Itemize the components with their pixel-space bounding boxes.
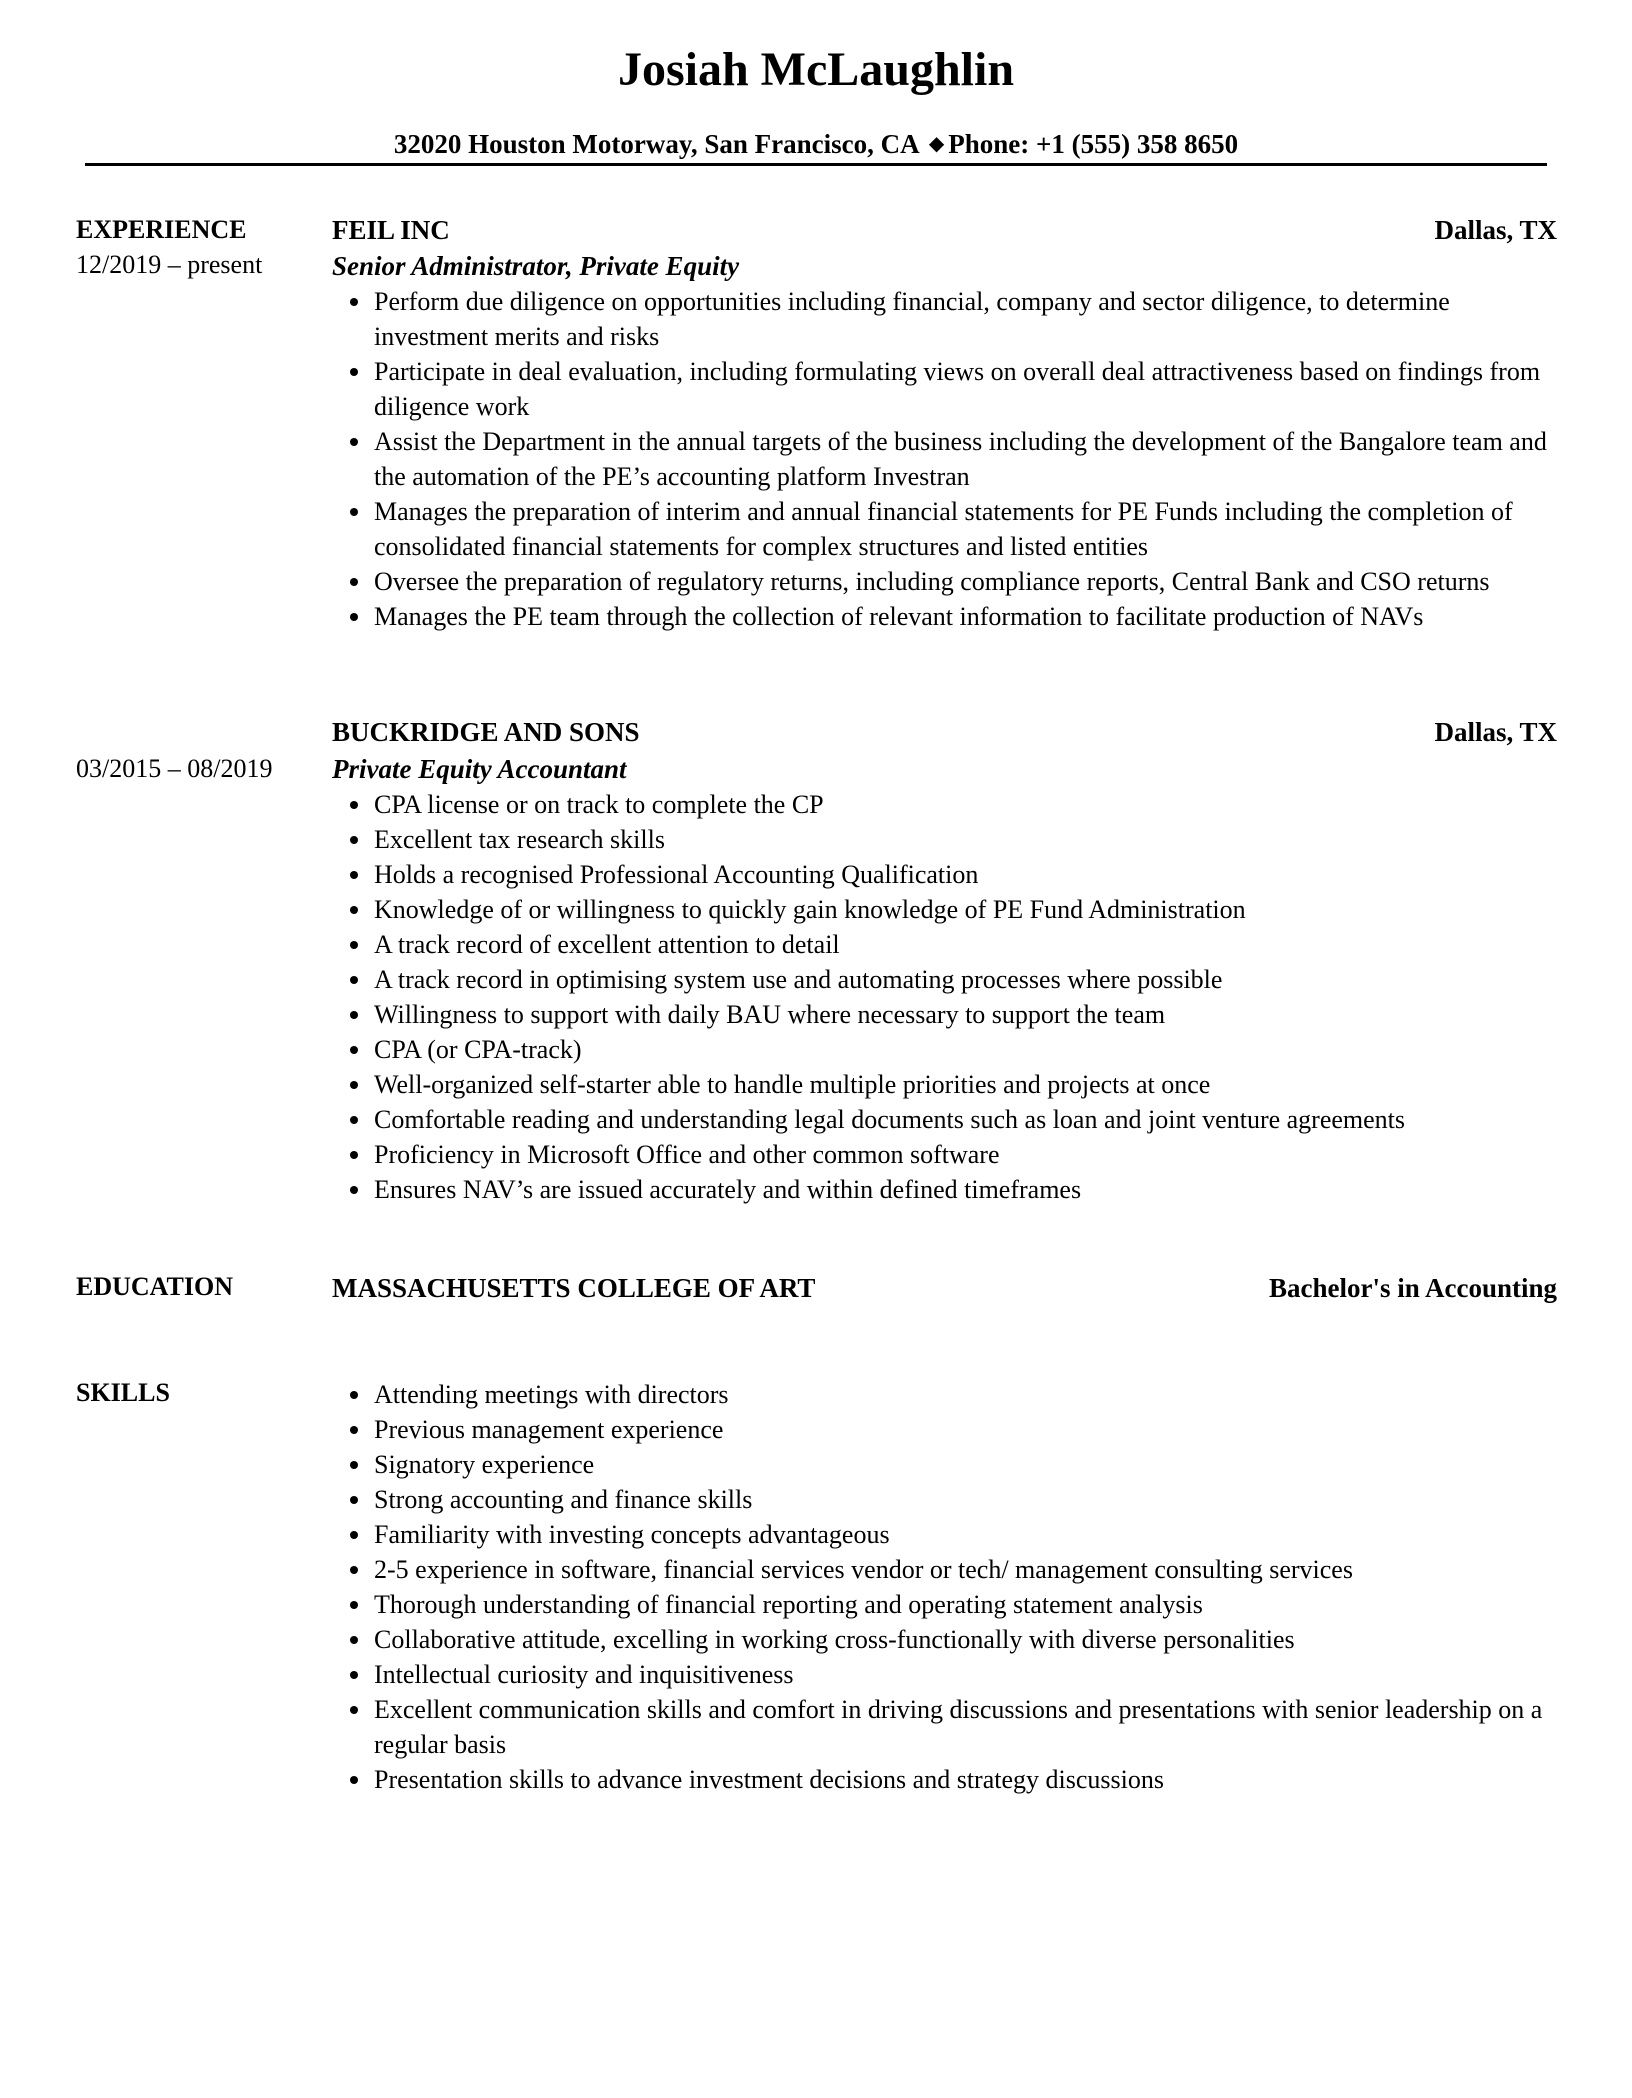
job-bullets <box>332 787 1562 1207</box>
list-item: Assist the Department in the annual targets of the business including the development of the Bangalore team and the automation of the PE’s accounting platform Investran <box>332 424 1562 494</box>
list-item: Previous management experience <box>332 1412 1562 1447</box>
list-item: Willingness to support with daily BAU where necessary to support the team <box>332 997 1562 1032</box>
list-item: Manages the PE team through the collection of relevant information to facilitate production of NAVs <box>332 599 1562 634</box>
education-school: MASSACHUSETTS COLLEGE OF ART <box>332 1273 816 1303</box>
education-degree: Bachelor's in Accounting <box>1268 1273 1557 1303</box>
list-item: CPA (or CPA-track) <box>332 1032 1562 1067</box>
list-item: Perform due diligence on opportunities including financial, company and sector diligence, to determine investment merits and risks <box>332 284 1562 354</box>
section-label-education: EDUCATION <box>76 1272 233 1301</box>
phone: Phone: +1 (555) 358 8650 <box>948 129 1239 159</box>
list-item: Presentation skills to advance investment decisions and strategy discussions <box>332 1762 1562 1797</box>
job-location: Dallas, TX <box>1434 215 1557 245</box>
list-item: Excellent communication skills and comfort in driving discussions and presentations with senior leadership on a regular basis <box>332 1692 1562 1762</box>
list-item: Well-organized self-starter able to handle multiple priorities and projects at once <box>332 1067 1562 1102</box>
job-company-row <box>332 715 1557 750</box>
list-item: Knowledge of or willingness to quickly gain knowledge of PE Fund Administration <box>332 892 1562 927</box>
list-item: Collaborative attitude, excelling in working cross-functionally with diverse personalities <box>332 1622 1562 1657</box>
list-item: A track record in optimising system use and automating processes where possible <box>332 962 1562 997</box>
job-dates: 12/2019 – present <box>76 250 263 279</box>
job-location: Dallas, TX <box>1434 717 1557 747</box>
header-divider <box>85 163 1547 166</box>
job-title: Private Equity Accountant <box>332 754 627 784</box>
job-title: Senior Administrator, Private Equity <box>332 251 740 281</box>
job-company: FEIL INC <box>332 215 450 245</box>
list-item: Thorough understanding of financial reporting and operating statement analysis <box>332 1587 1562 1622</box>
list-item: A track record of excellent attention to detail <box>332 927 1562 962</box>
skills-list <box>332 1377 1562 1797</box>
list-item: Oversee the preparation of regulatory returns, including compliance reports, Central Bank and CSO returns <box>332 564 1562 599</box>
list-item: Attending meetings with directors <box>332 1377 1562 1412</box>
separator-diamond-icon: ◆ <box>928 133 945 155</box>
list-item: Familiarity with investing concepts advantageous <box>332 1517 1562 1552</box>
list-item: Proficiency in Microsoft Office and other common software <box>332 1137 1562 1172</box>
candidate-name: Josiah McLaughlin <box>617 43 1015 96</box>
job-company-row <box>332 213 1557 248</box>
list-item: Holds a recognised Professional Accounting Qualification <box>332 857 1562 892</box>
address: 32020 Houston Motorway, San Francisco, CA <box>393 129 919 159</box>
job-dates: 03/2015 – 08/2019 <box>76 754 273 783</box>
section-label-skills: SKILLS <box>76 1378 170 1407</box>
list-item: Manages the preparation of interim and annual financial statements for PE Funds including the completion of consolidated financial statements for complex structures and listed entities <box>332 494 1562 564</box>
contact-line <box>0 126 1632 162</box>
section-label-experience: EXPERIENCE <box>76 215 247 244</box>
list-item: Ensures NAV’s are issued accurately and within defined timeframes <box>332 1172 1562 1207</box>
list-item: Excellent tax research skills <box>332 822 1562 857</box>
list-item: Signatory experience <box>332 1447 1562 1482</box>
job-company: BUCKRIDGE AND SONS <box>332 717 640 747</box>
list-item: CPA license or on track to complete the CP <box>332 787 1562 822</box>
list-item: Participate in deal evaluation, including formulating views on overall deal attractiveness based on findings from diligence work <box>332 354 1562 424</box>
education-row <box>332 1271 1557 1306</box>
list-item: Intellectual curiosity and inquisitiveness <box>332 1657 1562 1692</box>
list-item: Strong accounting and finance skills <box>332 1482 1562 1517</box>
list-item: 2-5 experience in software, financial services vendor or tech/ management consulting services <box>332 1552 1562 1587</box>
job-bullets <box>332 284 1562 634</box>
list-item: Comfortable reading and understanding legal documents such as loan and joint venture agreements <box>332 1102 1562 1137</box>
